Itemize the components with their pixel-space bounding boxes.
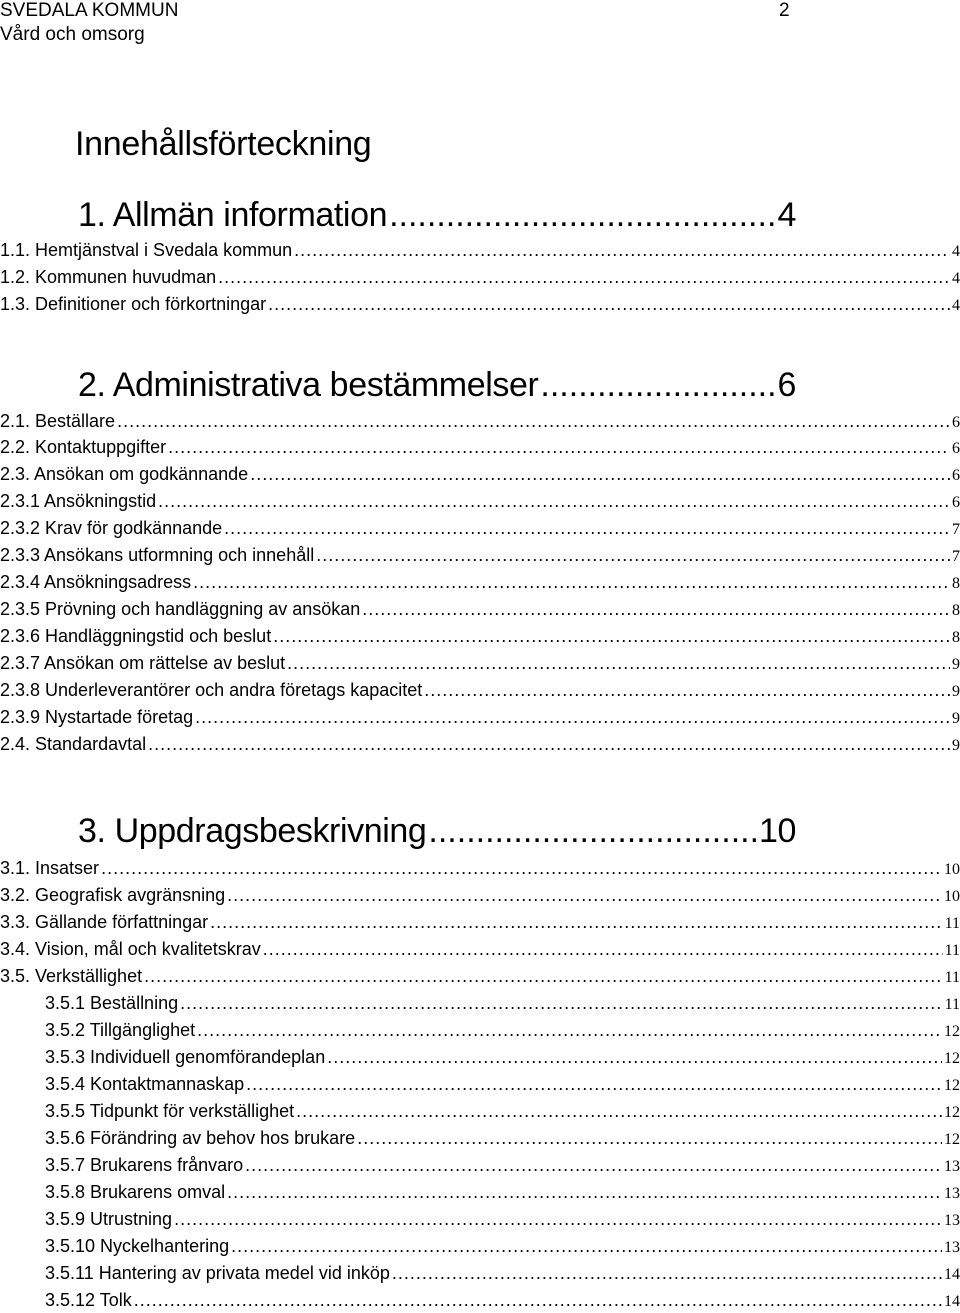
toc-entry-label: 3.5.4 Kontaktmannaskap [45,1074,245,1094]
toc-entry[interactable] [0,544,960,566]
toc-entry-label: 1.3. Definitioner och förkortningar [0,294,267,314]
toc-page-number: 10 [758,812,796,850]
toc-page-number: 10 [944,861,960,878]
toc-entry[interactable] [0,857,960,879]
toc-leader-dots [357,1127,942,1149]
toc-chapter-3[interactable] [78,811,796,851]
toc-entry[interactable] [0,706,960,728]
toc-entry-label: 3.2. Geografisk avgränsning [0,885,226,905]
toc-entry[interactable] [45,1127,960,1149]
page-title: Innehållsförteckning [75,125,372,163]
toc-entry-label: 2.1. Beställare [0,411,116,431]
toc-page-number: 9 [952,683,960,700]
toc-entry[interactable] [45,1046,960,1068]
toc-entry[interactable] [0,239,960,261]
toc-entry[interactable] [45,1208,960,1230]
toc-entry[interactable] [45,1073,960,1095]
toc-entry-label: 1.1. Hemtjänstval i Svedala kommun [0,240,293,260]
toc-leader-dots [195,706,950,728]
toc-entry-label: 2.3.9 Nystartade företag [0,707,194,727]
toc-leader-dots [218,266,950,288]
toc-leader-dots [424,679,950,701]
toc-entry-label: 3.1. Insatser [0,858,100,878]
toc-entry-label: 1. Allmän information [78,196,388,234]
toc-leader-dots [168,436,950,458]
toc-entry-label: 2.3.5 Prövning och handläggning av ansökan [0,599,361,619]
toc-leader-dots [316,544,950,566]
toc-entry[interactable] [0,571,960,593]
toc-entry[interactable] [0,625,960,647]
toc-leader-dots [287,652,950,674]
toc-entry-label: 3.5.5 Tidpunkt för verkställighet [45,1101,295,1121]
toc-page-number: 12 [944,1023,960,1040]
toc-entry[interactable] [45,1262,960,1284]
toc-leader-dots [134,1289,942,1311]
toc-entry-label: 3.5.8 Brukarens omval [45,1182,226,1202]
toc-entry-label: 2.3.6 Handläggningstid och beslut [0,626,272,646]
toc-leader-dots [245,1154,942,1176]
toc-entry-label: 2.3.7 Ansökan om rättelse av beslut [0,653,286,673]
toc-leader-dots [227,884,942,906]
toc-entry[interactable] [0,410,960,432]
toc-leader-dots [117,410,950,432]
toc-page-number: 12 [944,1050,960,1067]
toc-leader-dots [296,1100,942,1122]
toc-page-number: 11 [944,996,960,1013]
toc-leader-dots [227,1181,942,1203]
toc-leader-dots [250,463,950,485]
toc-leader-dots [263,938,943,960]
toc-entry[interactable] [45,1100,960,1122]
toc-entry-label: 2.3.1 Ansökningstid [0,491,157,511]
toc-entry-label: 3.3. Gällande författningar [0,912,209,932]
toc-entry-label: 2.3.4 Ansökningsadress [0,572,192,592]
toc-leader-dots [193,571,950,593]
toc-page-number: 9 [952,656,960,673]
toc-page-number: 13 [944,1239,960,1256]
toc-page-number: 10 [944,888,960,905]
toc-entry-label: 3.5.3 Individuell genomförandeplan [45,1047,326,1067]
toc-leader-dots [210,911,942,933]
toc-page-number: 13 [944,1158,960,1175]
toc-leader-dots [197,1019,942,1041]
toc-entry[interactable] [0,517,960,539]
toc-entry-label: 3.4. Vision, mål och kvalitetskrav [0,939,261,959]
toc-entry[interactable] [0,490,960,512]
toc-page-number: 7 [952,548,960,565]
header-organization: SVEDALA KOMMUN [0,0,179,21]
toc-page-number: 12 [944,1104,960,1121]
toc-entry-label: 3.5.10 Nyckelhantering [45,1236,230,1256]
toc-entry-label: 3.5.9 Utrustning [45,1209,173,1229]
toc-entry[interactable] [45,1154,960,1176]
toc-entry-label: 2.3.3 Ansökans utformning och innehåll [0,545,315,565]
toc-chapter-2[interactable] [78,365,796,405]
toc-entry-label: 3.5.11 Hantering av privata medel vid inköp [45,1263,390,1283]
toc-entry-label: 3. Uppdragsbeskrivning [78,812,427,850]
toc-entry[interactable] [0,598,960,620]
toc-entry[interactable] [0,733,960,755]
toc-leader-dots [158,490,950,512]
toc-page-number: 6 [952,494,960,511]
toc-page-number: 11 [944,969,960,986]
toc-page-number: 13 [944,1185,960,1202]
toc-leader-dots [174,1208,942,1230]
toc-page-number: 9 [952,737,960,754]
toc-leader-dots [246,1073,942,1095]
toc-page-number: 7 [952,521,960,538]
header-page-number: 2 [779,0,790,21]
toc-entry[interactable] [0,266,960,288]
toc-entry[interactable] [45,992,960,1014]
toc-entry[interactable] [0,293,960,315]
toc-page-number: 14 [944,1293,960,1310]
toc-entry[interactable] [0,938,960,960]
toc-page-number: 4 [952,270,960,287]
toc-leader-dots [389,195,775,235]
toc-leader-dots [148,733,950,755]
toc-entry-label: 2.2. Kontaktuppgifter [0,437,167,457]
toc-entry-label: 2.3. Ansökan om godkännande [0,464,249,484]
toc-page-number: 6 [777,366,796,404]
toc-page-number: 4 [777,196,796,234]
toc-entry[interactable] [0,463,960,485]
toc-entry-label: 1.2. Kommunen huvudman [0,267,217,287]
toc-leader-dots [224,517,950,539]
toc-leader-dots [144,965,943,987]
toc-leader-dots [392,1262,942,1284]
header-department: Vård och omsorg [0,24,145,45]
toc-entry-label: 2.3.8 Underleverantörer och andra företags kapacitet [0,680,423,700]
toc-page-number: 6 [952,414,960,431]
toc-leader-dots [101,857,942,879]
toc-entry-label: 2. Administrativa bestämmelser [78,366,539,404]
toc-leader-dots [362,598,950,620]
toc-page-number: 9 [952,710,960,727]
toc-page-number: 13 [944,1212,960,1229]
toc-leader-dots [231,1235,942,1257]
toc-leader-dots [180,992,943,1014]
toc-entry-label: 2.4. Standardavtal [0,734,147,754]
toc-entry[interactable] [45,1019,960,1041]
toc-entry-label: 3.5.2 Tillgänglighet [45,1020,196,1040]
toc-entry-label: 3.5.6 Förändring av behov hos brukare [45,1128,356,1148]
toc-entry-label: 3.5.12 Tolk [45,1290,132,1310]
toc-entry[interactable] [45,1289,960,1311]
toc-page-number: 4 [952,243,960,260]
toc-page-number: 8 [952,629,960,646]
toc-page-number: 8 [952,602,960,619]
toc-entry[interactable] [0,436,960,458]
toc-page-number: 11 [944,942,960,959]
toc-page-number: 4 [952,297,960,314]
toc-page-number: 11 [944,915,960,932]
toc-leader-dots [268,293,950,315]
toc-entry[interactable] [45,1235,960,1257]
toc-entry[interactable] [0,884,960,906]
toc-page-number: 6 [952,440,960,457]
toc-entry[interactable] [0,911,960,933]
toc-page-number: 6 [952,467,960,484]
toc-leader-dots [540,365,775,405]
toc-entry[interactable] [0,965,960,987]
toc-chapter-1[interactable] [78,195,796,235]
toc-entry[interactable] [45,1181,960,1203]
toc-leader-dots [294,239,950,261]
toc-page-number: 8 [952,575,960,592]
toc-entry[interactable] [0,679,960,701]
toc-entry-label: 3.5. Verkställighet [0,966,143,986]
toc-entry-label: 2.3.2 Krav för godkännande [0,518,223,538]
toc-page-number: 14 [944,1266,960,1283]
toc-entry[interactable] [0,652,960,674]
toc-page-number: 12 [944,1077,960,1094]
toc-leader-dots [273,625,950,647]
toc-page-number: 12 [944,1131,960,1148]
toc-entry-label: 3.5.7 Brukarens frånvaro [45,1155,244,1175]
toc-entry-label: 3.5.1 Beställning [45,993,179,1013]
toc-leader-dots [327,1046,942,1068]
toc-leader-dots [428,811,757,851]
